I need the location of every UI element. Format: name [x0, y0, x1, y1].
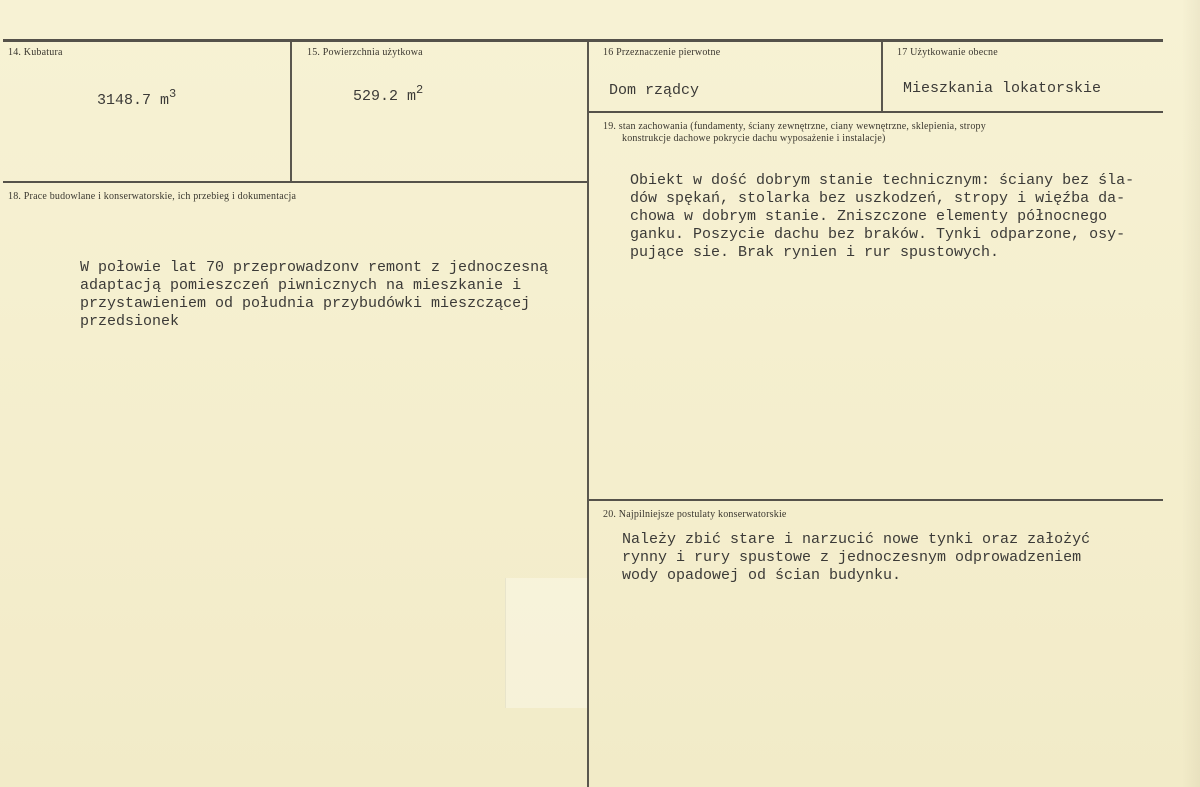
field-19-line: Obiekt w dość dobrym stanie technicznym: ściany bez śla-: [630, 172, 1135, 189]
card-edge-shadow: [1182, 0, 1200, 787]
divider-16-17: [881, 42, 883, 112]
field-18-line: adaptacją pomieszczeń piwnicznych na mieszkanie i: [80, 277, 522, 294]
field-19-text: [630, 172, 1134, 262]
field-14-label: 14. Kubatura: [8, 47, 63, 58]
rule-under-14-15: [3, 181, 587, 183]
field-18-line: przystawieniem od południa przybudówki mieszczącej: [80, 295, 531, 312]
field-20-text: [622, 531, 1090, 585]
top-rule: [3, 39, 1163, 42]
rule-under-16-17: [589, 111, 1163, 113]
area-number: 529.2 m: [353, 88, 417, 105]
field-17-value: Mieszkania lokatorskie: [903, 80, 1102, 97]
field-20-line: Należy zbić stare i narzucić nowe tynki oraz założyć: [622, 531, 1091, 548]
field-20-line: rynny i rury spustowe z jednoczesnym odprowadzeniem: [622, 549, 1082, 566]
field-19-line: chowa w dobrym stanie. Zniszczone elementy północnego: [630, 208, 1108, 225]
field-19-line: dów spękań, stolarka bez uszkodzeń, stropy i więźba da-: [630, 190, 1126, 207]
field-14-value: [97, 87, 176, 109]
field-18-text: [80, 259, 548, 331]
field-20-label: 20. Najpilniejsze postulaty konserwatorskie: [603, 509, 787, 520]
field-18-label: 18. Prace budowlane i konserwatorskie, ich przebieg i dokumentacja: [8, 191, 297, 202]
field-19-line: pujące sie. Brak rynien i rur spustowych.: [630, 244, 1000, 261]
field-17-label: 17 Użytkowanie obecne: [897, 47, 998, 58]
field-20-line: wody opadowej od ścian budynku.: [622, 567, 902, 584]
divider-14-15: [290, 42, 292, 182]
field-19-label-line-2: konstrukcje dachowe pokrycie dachu wyposażenie i instalacje): [622, 133, 886, 144]
field-16-label: 16 Przeznaczenie pierwotne: [603, 47, 721, 58]
paper-smudge: [505, 578, 588, 708]
field-15-value: [353, 83, 423, 105]
volume-unit-exponent: 3: [169, 87, 177, 101]
field-16-value: Dom rządcy: [609, 82, 700, 99]
divider-main-column: [587, 42, 589, 787]
area-unit-exponent: 2: [416, 83, 424, 97]
field-18-line: przedsionek: [80, 313, 180, 330]
field-18-line: W połowie lat 70 przeprowadzonv remont z jednoczesną: [80, 259, 549, 276]
field-19-line: ganku. Poszycie dachu bez braków. Tynki odparzone, osy-: [630, 226, 1126, 243]
field-15-label: 15. Powierzchnia użytkowa: [307, 47, 423, 58]
field-19-label-line-1: 19. stan zachowania (fundamenty, ściany zewnętrzne, ciany wewnętrzne, sklepienia, stropy: [603, 121, 986, 132]
volume-number: 3148.7 m: [97, 92, 170, 109]
rule-above-20: [589, 499, 1163, 501]
